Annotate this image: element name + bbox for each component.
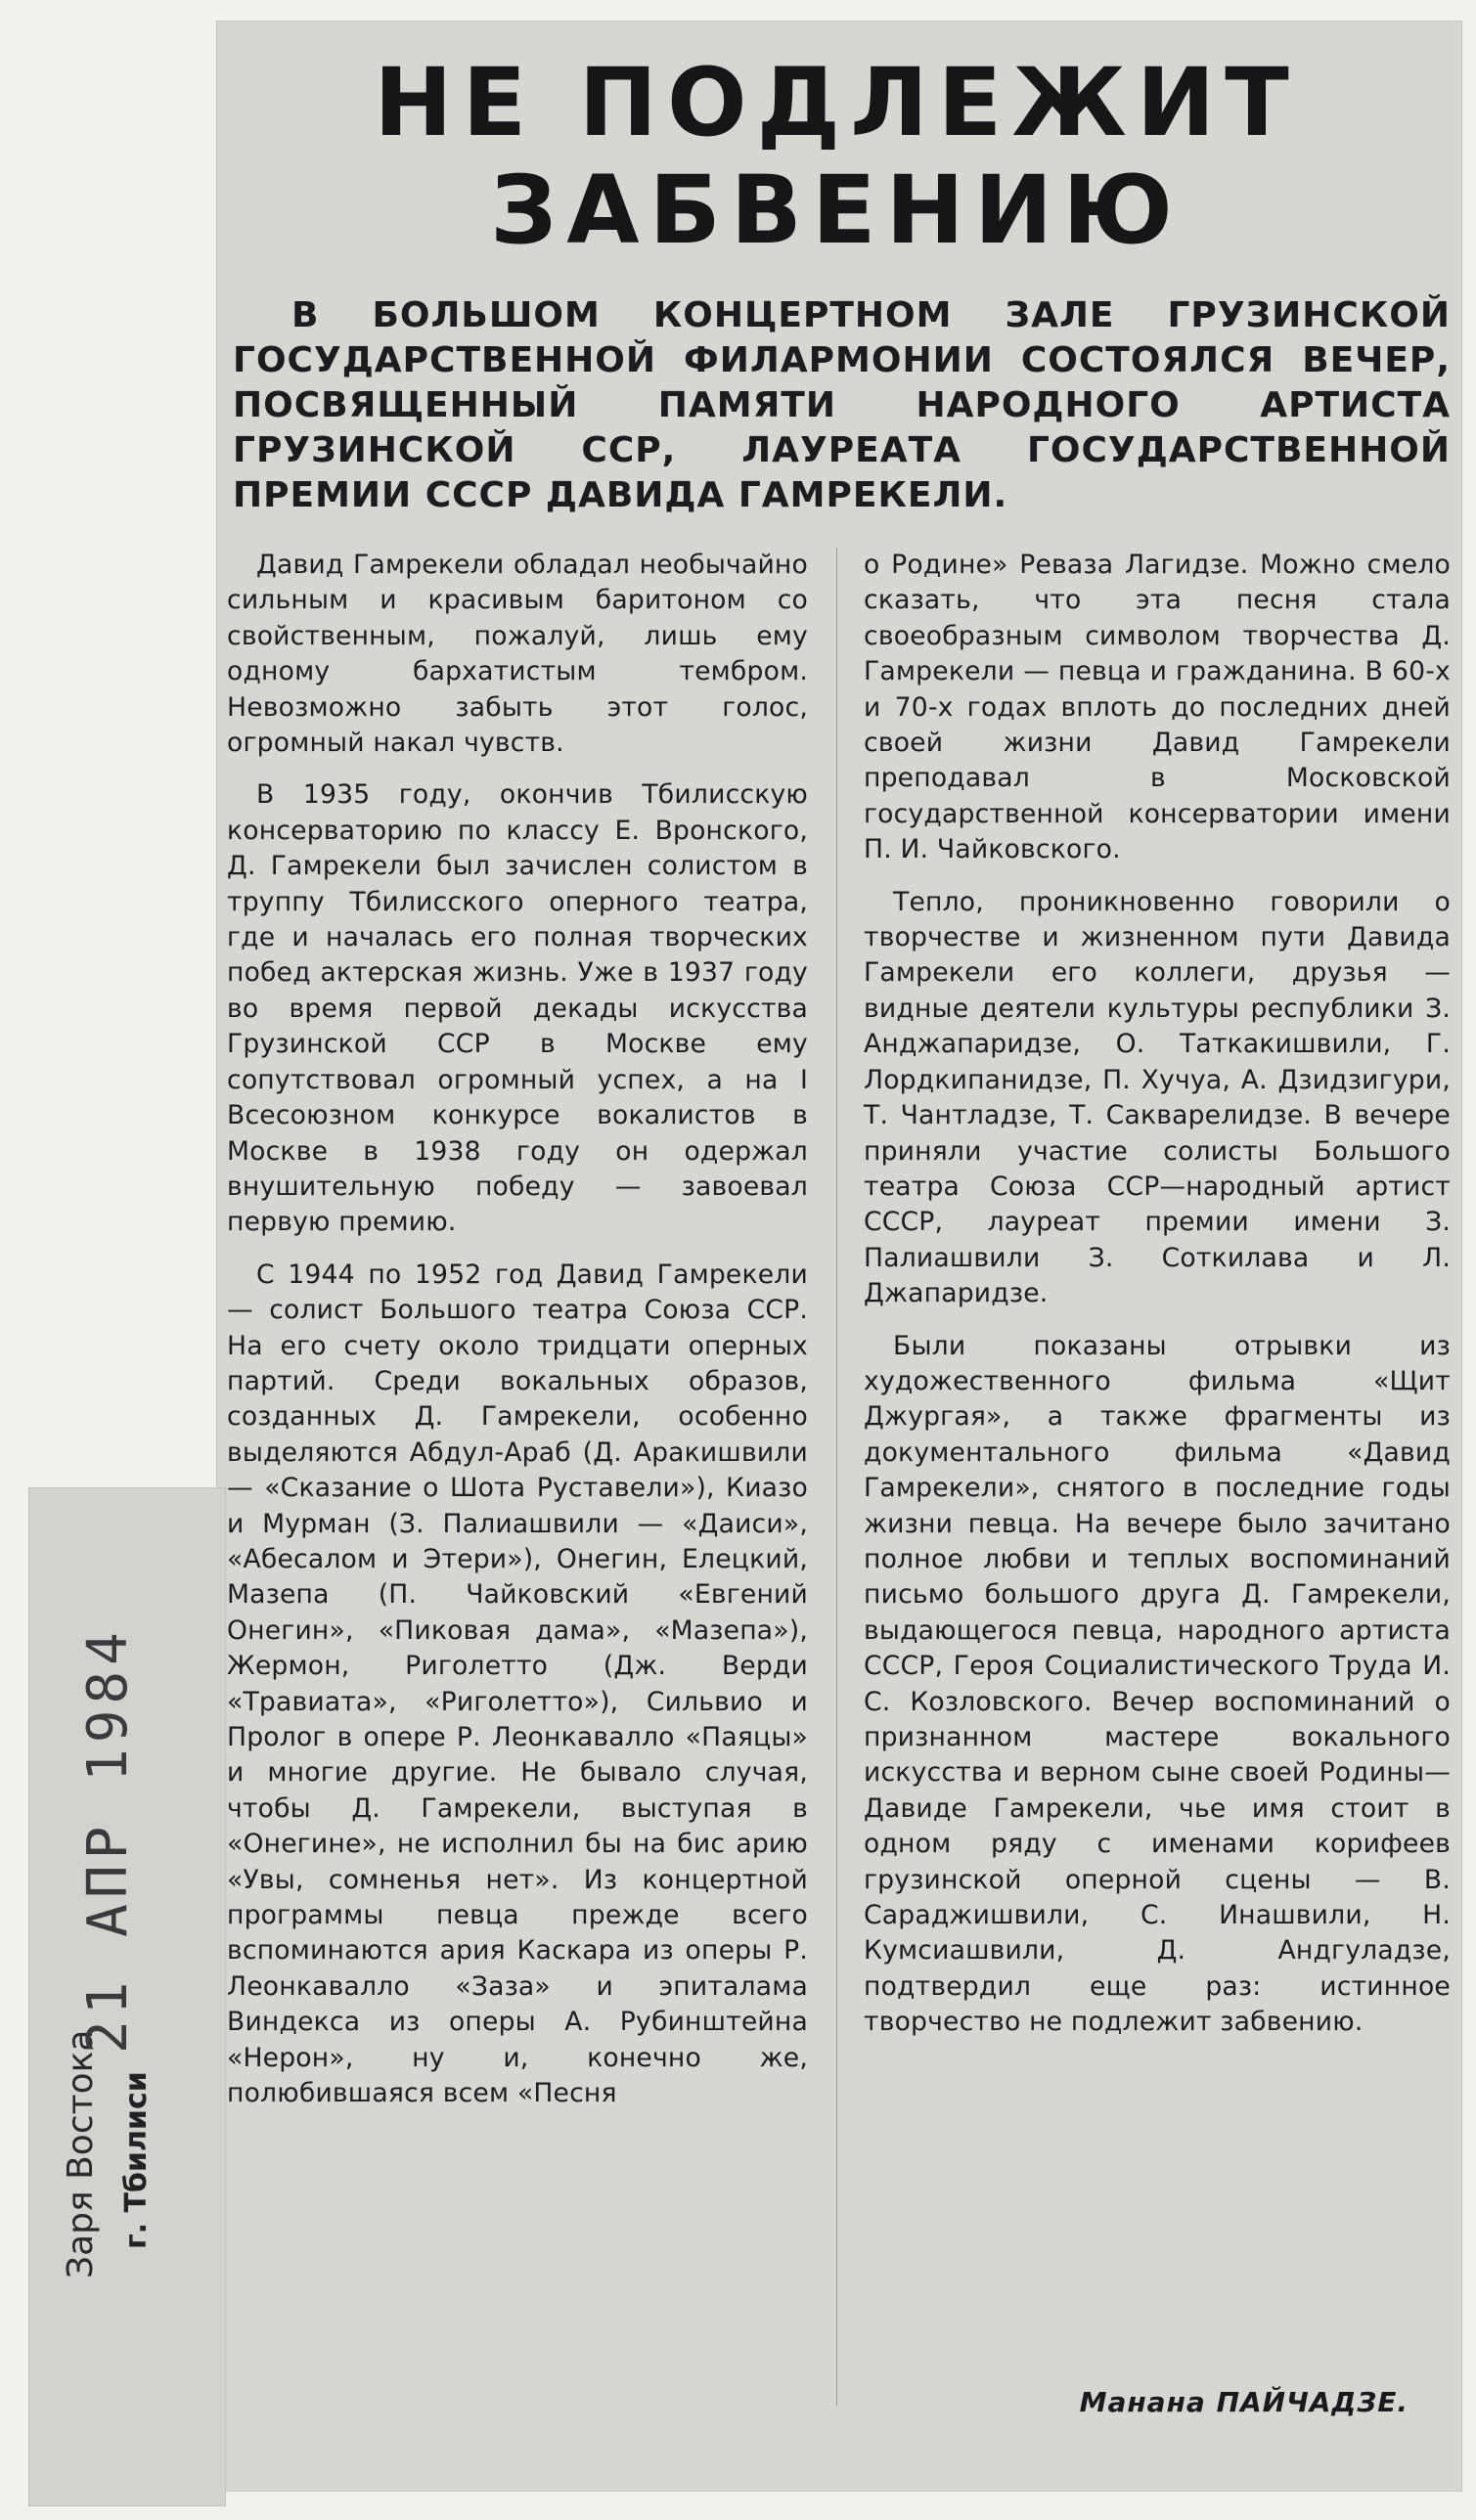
stamp-date: 21 АПР 1984 <box>76 1626 140 2054</box>
article-column-left <box>227 548 808 2128</box>
article-lead: В БОЛЬШОМ КОНЦЕРТНОМ ЗАЛЕ ГРУЗИНСКОЙ ГОСУДАРСТВЕННОЙ ФИЛАРМОНИИ СОСТОЯЛСЯ ВЕЧЕР, ПОСВЯЩЕННЫЙ ПАМЯТИ НАРОДНОГО АРТИСТА ГРУЗИНСКОЙ ССР, ЛАУРЕАТА ГОСУДАРСТВЕННОЙ ПРЕМИИ СССР ДАВИДА ГАМРЕКЕЛИ. <box>233 295 1451 515</box>
column-divider <box>836 548 837 2406</box>
stamp-city: г. Тбилиси <box>119 2071 154 2249</box>
article-column-right <box>864 548 1451 2057</box>
paragraph: В 1935 году, окончив Тбилисскую консерваторию по классу Е. Вронского, Д. Гамрекели был зачислен солистом в труппу Тбилисского оперного театра, где и началась его полная творческих побед актерская жизнь. Уже в 1937 году во время первой декады искусства Грузинской ССР в Москве ему сопутствовал огромный успех, а на I Всесоюзном конкурсе вокалистов в Москве в 1938 году он одержал внушительную победу — завоевал первую премию. <box>227 779 808 1238</box>
paragraph: о Родине» Реваза Лагидзе. Можно смело сказать, что эта песня стала своеобразным символом творчества Д. Гамрекели — певца и гражданина. В 60-х и 70-х годах вплоть до последних дней своей жизни Давид Гамрекели преподавал в Московской государственной консерватории имени П. И. Чайковского. <box>864 550 1451 865</box>
paragraph: Тепло, проникновенно говорили о творчестве и жизненном пути Давида Гамрекели его коллеги, друзья — видные деятели культуры республики З. Анджапаридзе, О. Таткакишвили, Г. Лордкипанидзе, П. Хучуа, А. Дзидзигури, Т. Чантладзе, Т. Сакварелидзе. В вечере приняли участие солисты Большого театра Союза ССР—народный артист СССР, лауреат премии имени З. Палиашвили З. Соткилава и Л. Джапаридзе. <box>864 886 1451 1309</box>
article-headline <box>274 49 1399 264</box>
paragraph: Были показаны отрывки из художественного фильма «Щит Джургая», а также фрагменты из документального фильма «Давид Гамрекели», снятого в последние годы жизни певца. На вечере было зачитано полное любви и теплых воспоминаний письмо большого друга Д. Гамрекели, выдающегося певца, народного артиста СССР, Героя Социалистического Труда И. С. Козловского. Вечер воспоминаний о признанном мастере вокального искусства и верном сыне своей Родины—Давиде Гамрекели, чье имя стоит в одном ряду с именами корифеев грузинской оперной сцены — В. Сараджишвили, С. Инашвили, Н. Кумсиашвили, Д. Андгуладзе, подтвердил еще раз: истинное творчество не подлежит забвению. <box>864 1330 1451 2038</box>
headline-line-1: НЕ ПОДЛЕЖИТ <box>374 48 1299 157</box>
stamp-newspaper-name: Заря Востока <box>61 2029 101 2278</box>
paragraph: Давид Гамрекели обладал необычайно сильным и красивым баритоном со свойственным, пожалуй, лишь ему одному бархатистым тембром. Невозможно забыть этот голос, огромный накал чувств. <box>227 550 808 759</box>
paragraph: С 1944 по 1952 год Давид Гамрекели — солист Большого театра Союза ССР. На его счету около тридцати оперных партий. Среди вокальных образов, созданных Д. Гамрекели, особенно выделяются Абдул-Араб (Д. Аракишвили — «Сказание о Шота Руставели»), Киазо и Мурман (З. Палиашвили — «Даиси», «Абесалом и Этери»), Онегин, Елецкий, Мазепа (П. Чайковский «Евгений Онегин», «Пиковая дама», «Мазепа»), Жермон, Риголетто (Дж. Верди «Травиата», «Риголетто»), Сильвио и Пролог в опере Р. Леонкавалло «Паяцы» и многие другие. Не бывало случая, чтобы Д. Гамрекели, выступая в «Онегине», не исполнил бы на бис арию «Увы, сомненья нет». Из концертной программы певца прежде всего вспоминаются ария Каскара из оперы Р. Леонкавалло «Заза» и эпиталама Виндекса из оперы А. Рубинштейна «Нерон», ну и, конечно же, полюбившаяся всем «Песня <box>227 1259 808 2109</box>
author-signature: Манана ПАЙЧАДЗЕ. <box>1079 2386 1409 2418</box>
headline-line-2: ЗАБВЕНИЮ <box>490 155 1183 265</box>
